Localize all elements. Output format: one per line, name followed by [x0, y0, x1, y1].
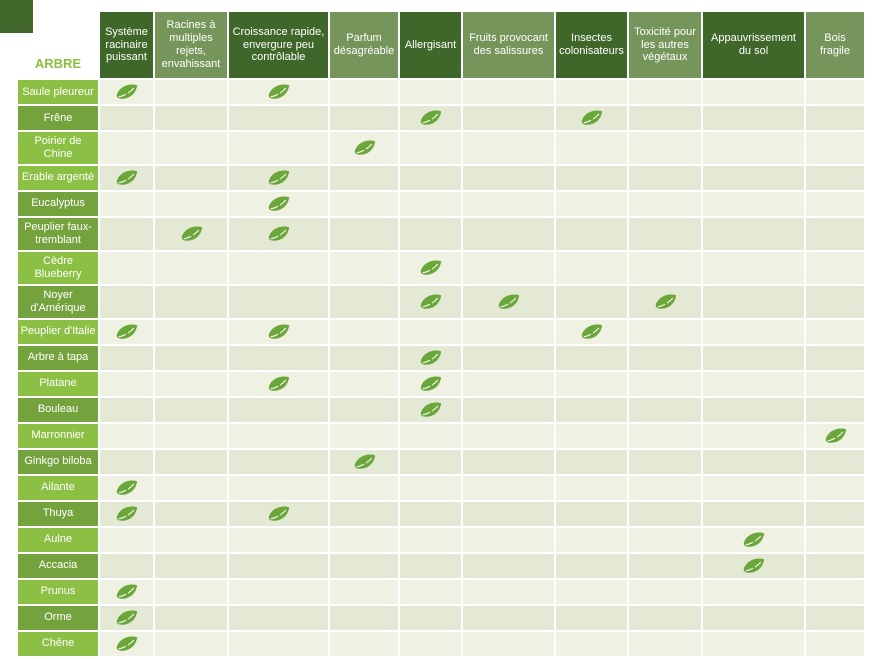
matrix-cell — [229, 80, 328, 104]
matrix-cell — [629, 632, 701, 656]
matrix-cell — [229, 372, 328, 396]
matrix-cell — [556, 476, 627, 500]
table-row — [18, 554, 864, 578]
matrix-cell — [229, 132, 328, 164]
tree-name-cell: Prunus — [18, 580, 98, 604]
matrix-cell — [806, 424, 864, 448]
leaf-icon — [824, 428, 847, 444]
tree-characteristics-table — [16, 10, 866, 658]
leaf-icon — [115, 636, 138, 652]
table-row — [18, 450, 864, 474]
tree-name-cell: Saule pleureur — [18, 80, 98, 104]
matrix-cell — [400, 372, 461, 396]
column-header-4: Parfum désagréable — [330, 12, 398, 78]
matrix-cell — [463, 286, 554, 318]
matrix-cell — [100, 528, 153, 552]
matrix-cell — [400, 580, 461, 604]
tree-name-cell: Arbre à tapa — [18, 346, 98, 370]
leaf-icon — [419, 376, 442, 392]
matrix-cell — [330, 252, 398, 284]
matrix-cell — [100, 80, 153, 104]
matrix-cell — [806, 502, 864, 526]
column-header-2: Racines à multiples rejets, envahissant — [155, 12, 227, 78]
matrix-cell — [155, 320, 227, 344]
matrix-cell — [629, 218, 701, 250]
matrix-cell — [463, 106, 554, 130]
tree-name-cell: Poirier de Chine — [18, 132, 98, 164]
leaf-icon — [267, 506, 290, 522]
matrix-cell — [155, 192, 227, 216]
tree-name-cell: Ginkgo biloba — [18, 450, 98, 474]
matrix-cell — [703, 580, 804, 604]
matrix-cell — [229, 192, 328, 216]
tree-name-cell: Cèdre Blueberry — [18, 252, 98, 284]
matrix-cell — [806, 450, 864, 474]
arbre-label: ARBRE — [34, 56, 82, 71]
matrix-cell — [703, 398, 804, 422]
matrix-cell — [629, 320, 701, 344]
matrix-cell — [100, 166, 153, 190]
matrix-cell — [330, 106, 398, 130]
matrix-cell — [100, 286, 153, 318]
matrix-cell — [229, 252, 328, 284]
matrix-cell — [806, 398, 864, 422]
matrix-cell — [703, 450, 804, 474]
matrix-cell — [463, 450, 554, 474]
matrix-cell — [629, 450, 701, 474]
matrix-cell — [703, 424, 804, 448]
matrix-cell — [463, 166, 554, 190]
leaf-icon — [115, 84, 138, 100]
matrix-cell — [806, 192, 864, 216]
matrix-cell — [629, 476, 701, 500]
matrix-cell — [155, 372, 227, 396]
matrix-cell — [229, 580, 328, 604]
matrix-cell — [556, 554, 627, 578]
matrix-cell — [229, 218, 328, 250]
matrix-cell — [330, 554, 398, 578]
matrix-cell — [556, 424, 627, 448]
matrix-cell — [463, 528, 554, 552]
matrix-cell — [100, 320, 153, 344]
matrix-cell — [556, 192, 627, 216]
tree-name-cell: Bouleau — [18, 398, 98, 422]
matrix-cell — [100, 192, 153, 216]
leaf-icon — [742, 532, 765, 548]
leaf-icon — [115, 584, 138, 600]
matrix-cell — [703, 528, 804, 552]
matrix-cell — [629, 192, 701, 216]
matrix-cell — [629, 346, 701, 370]
matrix-cell — [703, 252, 804, 284]
matrix-cell — [556, 80, 627, 104]
matrix-cell — [229, 106, 328, 130]
tree-name-cell: Frêne — [18, 106, 98, 130]
matrix-cell — [330, 632, 398, 656]
matrix-cell — [100, 450, 153, 474]
table-row — [18, 580, 864, 604]
matrix-cell — [703, 476, 804, 500]
tree-name-cell: Ailante — [18, 476, 98, 500]
matrix-cell — [330, 80, 398, 104]
matrix-cell — [400, 476, 461, 500]
matrix-cell — [806, 80, 864, 104]
matrix-cell — [100, 606, 153, 630]
matrix-cell — [229, 502, 328, 526]
matrix-cell — [806, 320, 864, 344]
table-row — [18, 286, 864, 318]
matrix-cell — [330, 166, 398, 190]
matrix-cell — [629, 286, 701, 318]
matrix-cell — [556, 320, 627, 344]
matrix-cell — [330, 528, 398, 552]
matrix-cell — [229, 398, 328, 422]
matrix-cell — [806, 132, 864, 164]
matrix-cell — [400, 132, 461, 164]
matrix-cell — [400, 106, 461, 130]
leaf-icon — [419, 260, 442, 276]
matrix-cell — [463, 372, 554, 396]
tree-name-cell: Accacia — [18, 554, 98, 578]
matrix-cell — [155, 218, 227, 250]
matrix-cell — [400, 632, 461, 656]
matrix-cell — [100, 252, 153, 284]
tree-name-cell: Peuplier d'Italie — [18, 320, 98, 344]
matrix-cell — [463, 192, 554, 216]
matrix-cell — [703, 286, 804, 318]
matrix-cell — [463, 80, 554, 104]
matrix-cell — [556, 166, 627, 190]
matrix-cell — [556, 632, 627, 656]
matrix-cell — [703, 132, 804, 164]
leaf-icon — [267, 226, 290, 242]
matrix-cell — [806, 218, 864, 250]
matrix-cell — [229, 554, 328, 578]
matrix-cell — [703, 632, 804, 656]
matrix-cell — [229, 424, 328, 448]
matrix-cell — [400, 450, 461, 474]
matrix-cell — [703, 166, 804, 190]
table-row — [18, 218, 864, 250]
matrix-cell — [703, 106, 804, 130]
leaf-icon — [419, 110, 442, 126]
matrix-cell — [703, 346, 804, 370]
matrix-cell — [229, 320, 328, 344]
matrix-cell — [703, 502, 804, 526]
matrix-cell — [463, 424, 554, 448]
leaf-icon — [267, 84, 290, 100]
matrix-cell — [463, 554, 554, 578]
matrix-cell — [806, 632, 864, 656]
matrix-cell — [629, 502, 701, 526]
matrix-cell — [806, 554, 864, 578]
matrix-cell — [463, 252, 554, 284]
tree-name-cell: Orme — [18, 606, 98, 630]
matrix-cell — [155, 252, 227, 284]
matrix-cell — [703, 218, 804, 250]
matrix-cell — [629, 372, 701, 396]
matrix-cell — [463, 580, 554, 604]
matrix-cell — [463, 502, 554, 526]
matrix-cell — [229, 528, 328, 552]
matrix-cell — [400, 80, 461, 104]
leaf-icon — [353, 140, 376, 156]
table-row — [18, 106, 864, 130]
matrix-cell — [629, 528, 701, 552]
matrix-cell — [100, 580, 153, 604]
matrix-cell — [229, 606, 328, 630]
matrix-cell — [556, 580, 627, 604]
table-row — [18, 80, 864, 104]
column-header-7: Insectes colonisateurs — [556, 12, 627, 78]
matrix-cell — [330, 606, 398, 630]
matrix-cell — [155, 606, 227, 630]
matrix-cell — [330, 192, 398, 216]
table-row — [18, 192, 864, 216]
matrix-cell — [400, 192, 461, 216]
matrix-cell — [100, 106, 153, 130]
matrix-cell — [629, 398, 701, 422]
column-header-9: Appauvrissement du sol — [703, 12, 804, 78]
leaf-icon — [267, 324, 290, 340]
table-row — [18, 252, 864, 284]
matrix-cell — [229, 286, 328, 318]
matrix-cell — [100, 632, 153, 656]
leaf-icon — [180, 226, 203, 242]
matrix-cell — [330, 286, 398, 318]
matrix-cell — [330, 476, 398, 500]
matrix-cell — [400, 166, 461, 190]
matrix-cell — [229, 166, 328, 190]
matrix-cell — [806, 528, 864, 552]
matrix-cell — [330, 132, 398, 164]
table-row — [18, 372, 864, 396]
matrix-cell — [400, 424, 461, 448]
matrix-cell — [155, 632, 227, 656]
matrix-cell — [806, 286, 864, 318]
matrix-cell — [463, 476, 554, 500]
matrix-cell — [806, 606, 864, 630]
matrix-cell — [100, 502, 153, 526]
matrix-cell — [155, 398, 227, 422]
matrix-cell — [629, 132, 701, 164]
leaf-icon — [353, 454, 376, 470]
column-header-6: Fruits provocant des salissures — [463, 12, 554, 78]
leaf-icon — [115, 324, 138, 340]
matrix-cell — [100, 424, 153, 448]
matrix-cell — [556, 132, 627, 164]
matrix-cell — [100, 554, 153, 578]
matrix-cell — [155, 80, 227, 104]
header-row — [18, 12, 864, 78]
matrix-cell — [330, 424, 398, 448]
matrix-cell — [400, 320, 461, 344]
table-row — [18, 476, 864, 500]
matrix-cell — [155, 450, 227, 474]
table-row — [18, 632, 864, 656]
matrix-cell — [463, 398, 554, 422]
matrix-cell — [100, 346, 153, 370]
matrix-cell — [703, 372, 804, 396]
matrix-cell — [155, 166, 227, 190]
matrix-cell — [806, 372, 864, 396]
matrix-cell — [100, 398, 153, 422]
table-row — [18, 606, 864, 630]
table-row — [18, 424, 864, 448]
matrix-cell — [806, 252, 864, 284]
matrix-cell — [155, 528, 227, 552]
matrix-cell — [463, 218, 554, 250]
matrix-cell — [806, 580, 864, 604]
leaf-icon — [580, 324, 603, 340]
table-row — [18, 502, 864, 526]
matrix-cell — [330, 218, 398, 250]
matrix-cell — [703, 606, 804, 630]
matrix-cell — [229, 346, 328, 370]
matrix-cell — [629, 424, 701, 448]
matrix-cell — [556, 450, 627, 474]
matrix-cell — [229, 450, 328, 474]
leaf-icon — [419, 350, 442, 366]
matrix-cell — [806, 106, 864, 130]
tree-name-cell: Erable argenté — [18, 166, 98, 190]
matrix-cell — [703, 554, 804, 578]
tree-name-cell: Aulne — [18, 528, 98, 552]
leaf-icon — [115, 506, 138, 522]
matrix-cell — [229, 476, 328, 500]
matrix-cell — [703, 80, 804, 104]
matrix-cell — [556, 372, 627, 396]
matrix-cell — [400, 502, 461, 526]
matrix-cell — [629, 580, 701, 604]
matrix-cell — [556, 528, 627, 552]
matrix-cell — [806, 476, 864, 500]
table-row — [18, 132, 864, 164]
matrix-cell — [400, 528, 461, 552]
leaf-icon — [267, 170, 290, 186]
matrix-cell — [330, 580, 398, 604]
matrix-cell — [330, 502, 398, 526]
tree-name-cell: Chêne — [18, 632, 98, 656]
matrix-cell — [556, 398, 627, 422]
matrix-cell — [330, 346, 398, 370]
matrix-cell — [100, 218, 153, 250]
tree-name-cell: Thuya — [18, 502, 98, 526]
matrix-cell — [806, 346, 864, 370]
matrix-cell — [155, 424, 227, 448]
leaf-icon — [267, 196, 290, 212]
table-row — [18, 398, 864, 422]
matrix-cell — [330, 320, 398, 344]
table-row — [18, 320, 864, 344]
matrix-cell — [703, 320, 804, 344]
leaf-icon — [742, 558, 765, 574]
matrix-cell — [629, 166, 701, 190]
matrix-cell — [155, 476, 227, 500]
column-header-3: Croissance rapide, envergure peu contrôlable — [229, 12, 328, 78]
matrix-cell — [463, 320, 554, 344]
tree-name-cell: Platane — [18, 372, 98, 396]
column-header-8: Toxicité pour les autres végétaux — [629, 12, 701, 78]
leaf-icon — [115, 170, 138, 186]
leaf-icon — [580, 110, 603, 126]
matrix-cell — [556, 218, 627, 250]
matrix-cell — [400, 346, 461, 370]
matrix-cell — [155, 502, 227, 526]
matrix-cell — [330, 398, 398, 422]
matrix-cell — [155, 286, 227, 318]
leaf-icon — [267, 376, 290, 392]
tree-name-cell: Eucalyptus — [18, 192, 98, 216]
matrix-cell — [463, 632, 554, 656]
matrix-cell — [629, 252, 701, 284]
matrix-cell — [703, 192, 804, 216]
matrix-cell — [330, 372, 398, 396]
matrix-cell — [556, 106, 627, 130]
matrix-cell — [100, 132, 153, 164]
matrix-cell — [400, 398, 461, 422]
matrix-cell — [100, 372, 153, 396]
matrix-cell — [556, 346, 627, 370]
leaf-icon — [419, 294, 442, 310]
matrix-cell — [229, 632, 328, 656]
matrix-cell — [556, 286, 627, 318]
matrix-cell — [400, 554, 461, 578]
matrix-cell — [400, 286, 461, 318]
matrix-cell — [556, 606, 627, 630]
tree-name-cell: Peuplier faux-tremblant — [18, 218, 98, 250]
matrix-cell — [463, 132, 554, 164]
leaf-icon — [115, 610, 138, 626]
matrix-cell — [629, 106, 701, 130]
leaf-icon — [654, 294, 677, 310]
leaf-icon — [497, 294, 520, 310]
matrix-cell — [463, 606, 554, 630]
column-header-1: Système racinaire puissant — [100, 12, 153, 78]
matrix-cell — [100, 476, 153, 500]
matrix-cell — [155, 346, 227, 370]
matrix-cell — [806, 166, 864, 190]
matrix-cell — [629, 606, 701, 630]
matrix-cell — [400, 606, 461, 630]
column-header-5: Allergisant — [400, 12, 461, 78]
tree-name-cell: Marronnier — [18, 424, 98, 448]
matrix-cell — [155, 554, 227, 578]
matrix-cell — [330, 450, 398, 474]
tree-name-cell: Noyer d'Amérique — [18, 286, 98, 318]
table-row — [18, 528, 864, 552]
matrix-cell — [556, 252, 627, 284]
leaf-icon — [419, 402, 442, 418]
matrix-cell — [556, 502, 627, 526]
matrix-cell — [463, 346, 554, 370]
matrix-cell — [629, 554, 701, 578]
matrix-cell — [400, 218, 461, 250]
table-row — [18, 346, 864, 370]
matrix-cell — [629, 80, 701, 104]
leaf-icon — [115, 480, 138, 496]
corner-accent-square — [0, 0, 33, 33]
matrix-cell — [155, 132, 227, 164]
matrix-cell — [155, 106, 227, 130]
matrix-cell — [400, 252, 461, 284]
table-row — [18, 166, 864, 190]
column-header-10: Bois fragile — [806, 12, 864, 78]
matrix-cell — [155, 580, 227, 604]
